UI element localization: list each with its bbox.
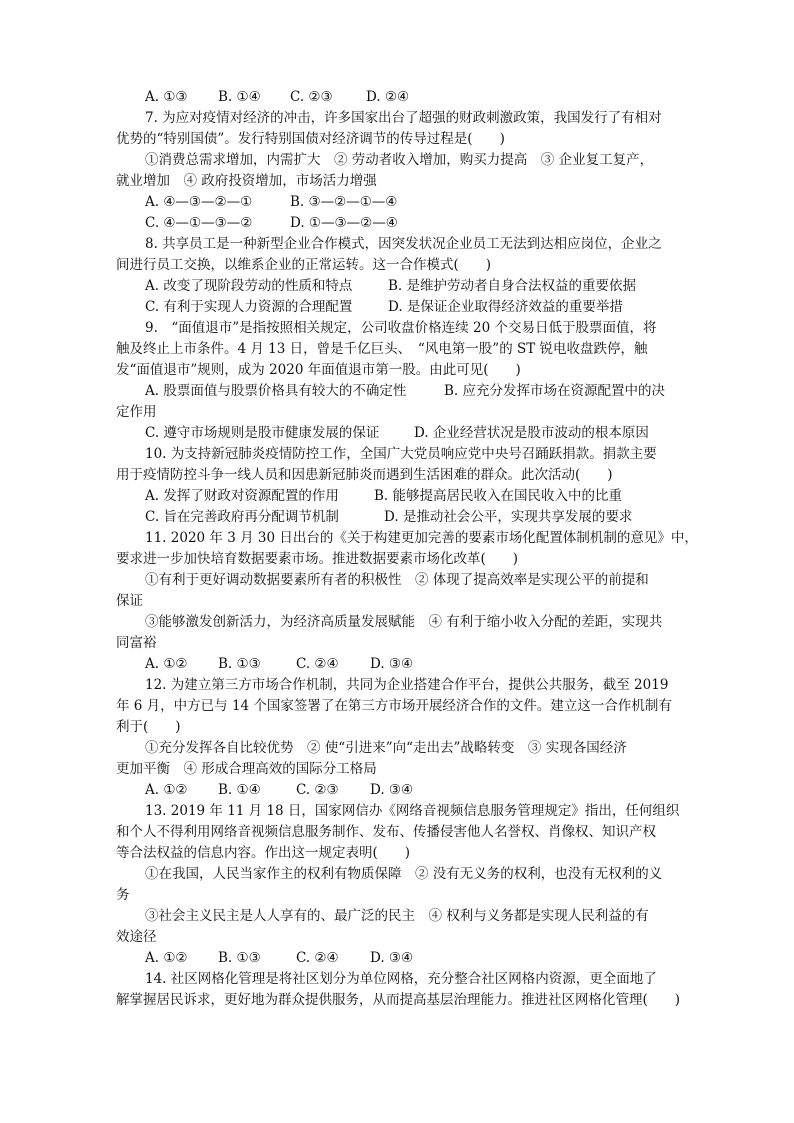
text-line-q10-l2: 用于疫情防控斗争一线人员和因患新冠肺炎而遇到生活困难的群众。此次活动( )	[116, 467, 613, 483]
text-line-q13-l2: 和个人不得利用网络音视频信息服务制作、发布、传播侵害他人名誉权、肖像权、知识产权	[116, 824, 656, 840]
option-q8-opts1-0: A. 改变了现阶段劳动的性质和特点	[145, 278, 353, 294]
option-q7-opts2-1: D. ①—③—②—④	[290, 215, 398, 231]
option-q12-opts-2: C. ②③	[296, 782, 339, 798]
option-q9-opts2-1: D. 企业经营状况是股市波动的根本原因	[414, 425, 649, 441]
option-q11-opts-0: A. ①②	[145, 656, 188, 672]
text-line-q10-l1: 10. 为支持新冠肺炎疫情防控工作，全国广大党员响应党中央号召踊跃捐款。捐款主要	[145, 446, 657, 462]
text-line-q11-l4: 保证	[116, 593, 143, 609]
option-q7-opts1-0: A. ④—③—②—①	[145, 194, 253, 210]
option-q12-opts-0: A. ①②	[145, 782, 188, 798]
option-q7-opts1-1: B. ③—②—①—④	[290, 194, 398, 210]
option-q6-opts-3: D. ②④	[366, 89, 410, 105]
option-q10-opts2-0: C. 旨在完善政府再分配调节机制	[145, 509, 339, 525]
text-line-q8-l1: 8. 共享员工是一种新型企业合作模式，因突发状况企业员工无法到达相应岗位，企业之	[145, 236, 662, 252]
option-q12-opts-3: D. ③④	[370, 782, 414, 798]
option-q9-opts1-0: A. 股票面值与股票价格具有较大的不确定性	[145, 383, 407, 399]
text-line-q11-l3: ①有利于更好调动数据要素所有者的积极性 ② 体现了提高效率是实现公平的前提和	[145, 572, 649, 588]
text-line-q11-l5: ③能够激发创新活力，为经济高质量发展赋能 ④ 有利于缩小收入分配的差距，实现共	[145, 614, 663, 630]
text-line-q12-l1: 12. 为建立第三方市场合作机制，共同为企业搭建合作平台，提供公共服务，截至 2019	[145, 677, 669, 693]
option-q9-opts1-1: B. 应充分发挥市场在资源配置中的决	[444, 383, 666, 399]
text-line-q9-l4: 定作用	[116, 404, 157, 420]
text-line-q9-l1: 9. “面值退市”是指按照相关规定，公司收盘价格连续 20 个交易日低于股票面值，将	[145, 320, 657, 336]
option-q8-opts1-1: B. 是维护劳动者自身合法权益的重要依据	[388, 278, 637, 294]
text-line-q13-l4: ①在我国，人民当家作主的权利有物质保障 ② 没有无义务的权利，也没有无权利的义	[145, 866, 663, 882]
option-q6-opts-2: C. ②③	[290, 89, 333, 105]
option-q7-opts2-0: C. ④—①—③—②	[145, 215, 253, 231]
option-q10-opts2-1: D. 是推动社会公平，实现共享发展的要求	[384, 509, 633, 525]
text-line-q12-l3: 利于( )	[116, 719, 181, 735]
option-q10-opts1-1: B. 能够提高居民收入在国民收入中的比重	[374, 488, 623, 504]
text-line-q12-l5: 更加平衡 ④ 形成合理高效的国际分工格局	[116, 761, 377, 777]
text-line-q11-l2: 要求进一步加快培育数据要素市场。推进数据要素市场化改革( )	[116, 551, 519, 567]
text-line-q12-l2: 年 6 月，中方已与 14 个国家签署了在第三方市场开展经济合作的文件。建立这一合作机制有	[116, 698, 672, 714]
option-q11-opts-1: B. ①③	[218, 656, 261, 672]
option-q8-opts2-0: C. 有利于实现人力资源的合理配置	[145, 299, 353, 315]
option-q12-opts-1: B. ①④	[218, 782, 261, 798]
option-q13-opts-2: C. ②④	[296, 950, 339, 966]
option-q13-opts-3: D. ③④	[370, 950, 414, 966]
option-q11-opts-3: D. ③④	[370, 656, 414, 672]
option-q6-opts-1: B. ①④	[218, 89, 261, 105]
option-q10-opts1-0: A. 发挥了财政对资源配置的作用	[145, 488, 339, 504]
text-line-q12-l4: ①充分发挥各自比较优势 ② 使“引进来”向“走出去”战略转变 ③ 实现各国经济	[145, 740, 627, 756]
text-line-q13-l1: 13. 2019 年 11 月 18 日，国家网信办《网络音视频信息服务管理规定》指出，任何组织	[145, 803, 680, 819]
text-line-q11-l6: 同富裕	[116, 635, 157, 651]
text-line-q13-l5: 务	[116, 887, 130, 903]
text-line-q8-l2: 间进行员工交换，以维系企业的正常运转。这一合作模式( )	[116, 257, 492, 273]
text-line-q13-l3: 等合法权益的信息内容。作出这一规定表明( )	[116, 845, 411, 861]
text-line-q7-l1: 7. 为应对疫情对经济的冲击，许多国家出台了超强的财政刺激政策，我国发行了有相对	[145, 110, 662, 126]
text-line-q7-l4: 就业增加 ④ 政府投资增加，市场活力增强	[116, 173, 377, 189]
text-line-q9-l2: 触及终止上市条件。4 月 13 日，曾是千亿巨头、 “风电第一股”的 ST 锐电收盘跌停，触	[116, 341, 648, 357]
text-line-q13-l6: ③社会主义民主是人人享有的、最广泛的民主 ④ 权利与义务都是实现人民利益的有	[145, 908, 649, 924]
text-line-q13-l7: 效途径	[116, 929, 157, 945]
option-q9-opts2-0: C. 遵守市场规则是股市健康发展的保证	[145, 425, 380, 441]
option-q8-opts2-1: D. 是保证企业取得经济效益的重要举措	[388, 299, 623, 315]
text-line-q7-l3: ①消费总需求增加，内需扩大 ② 劳动者收入增加，购买力提高 ③ 企业复工复产，	[145, 152, 654, 168]
text-line-q7-l2: 优势的“特别国债”。发行特别国债对经济调节的传导过程是( )	[116, 131, 505, 147]
option-q6-opts-0: A. ①③	[145, 89, 188, 105]
option-q13-opts-1: B. ①③	[218, 950, 261, 966]
text-line-q11-l1: 11. 2020 年 3 月 30 日出台的《关于构建更加完善的要素市场化配置体制机制的意见》中，	[145, 530, 698, 546]
option-q13-opts-0: A. ①②	[145, 950, 188, 966]
option-q11-opts-2: C. ②④	[296, 656, 339, 672]
text-line-q9-l3: 发“面值退市”规则，成为 2020 年面值退市第一股。由此可见( )	[116, 362, 521, 378]
text-line-q14-l1: 14. 社区网格化管理是将社区划分为单位网格，充分整合社区网格内资源，更全面地了	[145, 971, 657, 987]
text-line-q14-l2: 解掌握居民诉求，更好地为群众提供服务，从而提高基层治理能力。推进社区网格化管理( )	[116, 992, 681, 1008]
